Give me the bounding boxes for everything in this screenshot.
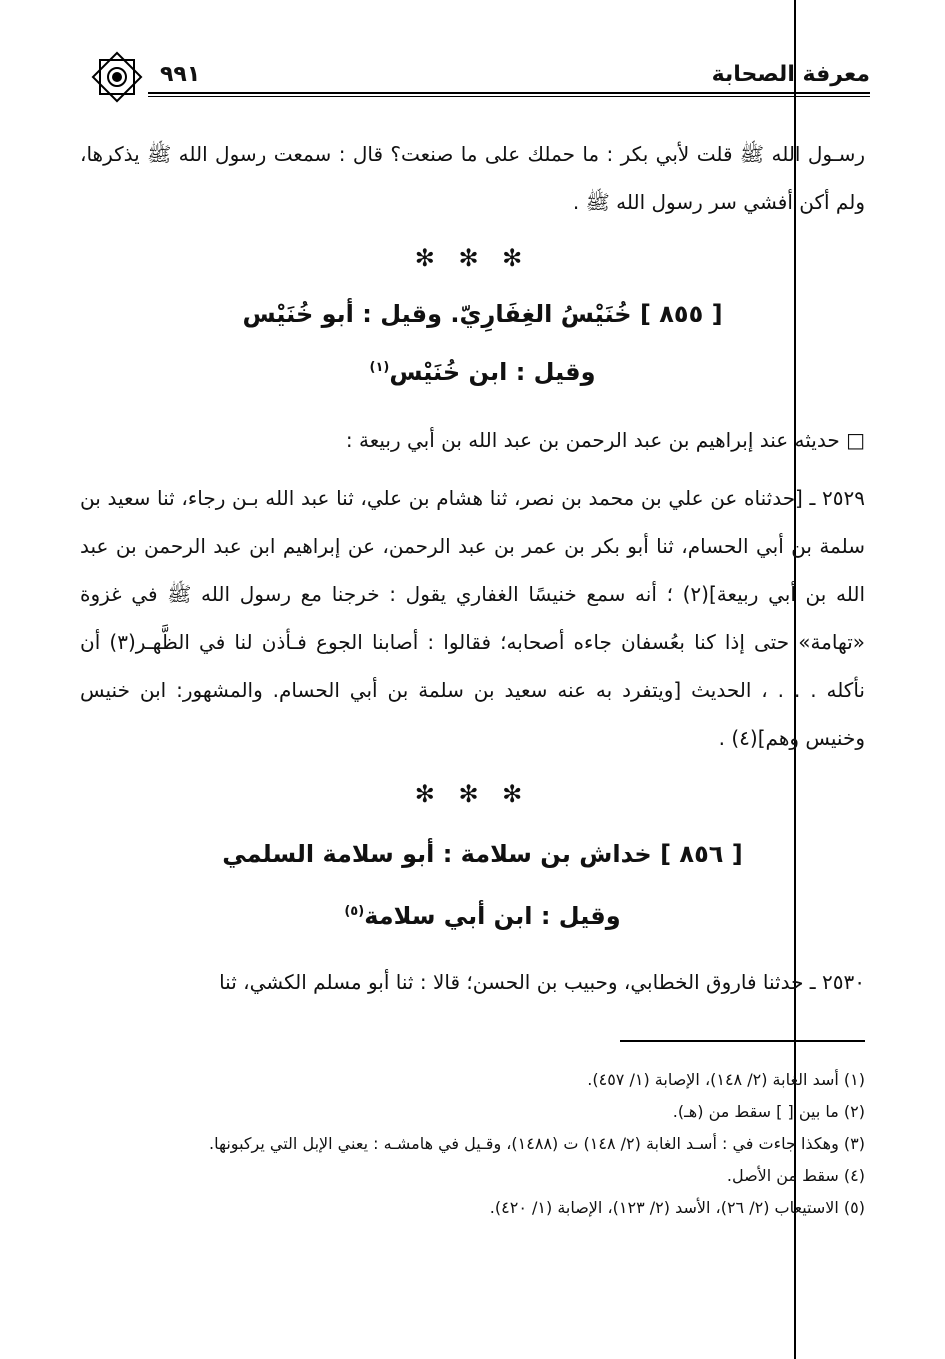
page-header	[88, 48, 870, 100]
hadith-2530: ٢٥٣٠ ـ حدثنا فاروق الخطابي، وحبيب بن الحسن؛ قالا : ثنا أبو مسلم الكشي، ثنا	[219, 970, 865, 994]
page-number: ٩٩١	[160, 62, 201, 87]
footnote: (٥) الاستيعاب (٢/ ٢٦)، الأسد (٢/ ١٢٣)، الإصابة (١/ ٤٢٠).	[489, 1198, 865, 1217]
hadith-2529: ٢٥٢٩ ـ [حدثناه عن علي بن محمد بن نصر، ثنا هشام بن علي، ثنا عبد الله بـن رجاء، ثنا سعيد بن سلمة بن أبي الحسام، ثنا أبو بكر بن عمر بن عبد الرحمن، عن إبراهيم ابن عبد الرحمن بن عبد الله بن أبي ربيعة](٢) ؛ أنه سمع خنيسًا الغفاري يقول : خرجنا مع رسول الله ﷺ في غزوة «تهامة» حتى إذا كنا بعُسفان جاءه أصحابه؛ فقالوا : أصابنا الجوع فـأذن لنا في الظَّهـر(٣) أن نأكله . . . ، الحديث [ويتفرد به عنه سعيد بن سلمة بن أبي الحسام. والمشهور: ابن خنيس وخنيس وهم](٤) .	[80, 486, 866, 750]
entry-855-subheading: وقيل : ابن خُنَيْس$^{(١)}$	[369, 358, 596, 386]
star-ornament-icon	[88, 48, 146, 106]
header-rule-thin	[148, 96, 870, 97]
running-title: معرفة الصحابة	[711, 62, 870, 87]
footnote: (٢) ما بين [ ] سقط من (هـ).	[672, 1102, 865, 1121]
section-separator: ✻ ✻ ✻	[414, 780, 531, 808]
section-separator: ✻ ✻ ✻	[414, 244, 531, 272]
footnote: (١) أسد الغابة (٢/ ١٤٨)، الإصابة (١/ ٤٥٧).	[587, 1070, 865, 1089]
footnote: (٣) وهكذا جاءت في : أسـد الغابة (٢/ ١٤٨) ت (١٤٨٨)، وقـيل في هامشـه : يعني الإبل التي يركبونها.	[209, 1134, 865, 1153]
footnote-ref: (٥)	[344, 904, 365, 919]
footnote-ref: (١)	[369, 360, 390, 375]
entry-856-subheading: وقيل : ابن أبي سلامة$^{(٥)}$	[344, 902, 621, 930]
footnote: (٤) سقط من الأصل.	[726, 1166, 865, 1185]
entry-855-chain-note: □ حديثه عند إبراهيم بن عبد الرحمن بن عبد الله بن أبي ربيعة :	[345, 428, 865, 452]
footnote-rule	[620, 1040, 865, 1042]
intro-paragraph: رسـول الله ﷺ قلت لأبي بكر : ما حملك على ما صنعت؟ قال : سمعت رسول الله ﷺ يذكرها، ولم أكن أفشي سر رسول الله ﷺ .	[80, 142, 865, 214]
entry-856-heading: [ ٨٥٦ ] خداش بن سلامة : أبو سلامة السلمي	[222, 840, 743, 868]
header-rule	[148, 92, 870, 94]
footnotes	[80, 1066, 865, 1226]
entry-855-heading: [ ٨٥٥ ] خُنَيْسُ الغِفَارِيّ. وقيل : أبو خُنَيْس	[242, 300, 723, 328]
